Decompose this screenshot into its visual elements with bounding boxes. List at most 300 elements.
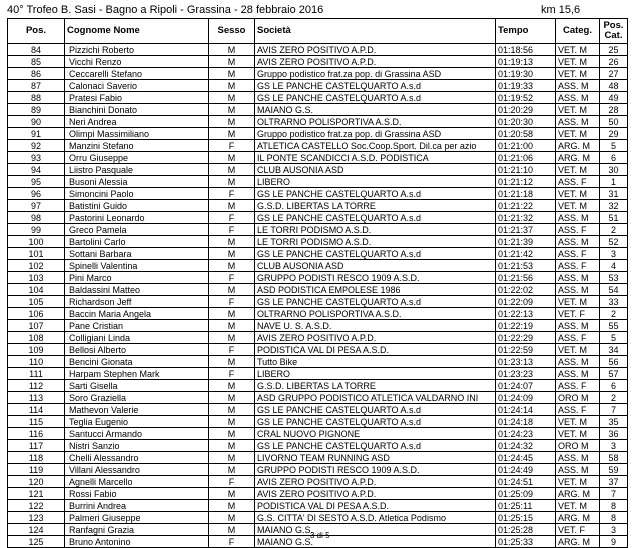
name-cell: Baldassini Matteo <box>65 284 209 296</box>
category-position-cell: 2 <box>600 392 628 404</box>
category-cell: ASS. M <box>556 320 600 332</box>
position-cell: 122 <box>8 500 65 512</box>
name-cell: Palmeri Giuseppe <box>65 512 209 524</box>
sex-cell: M <box>209 80 255 92</box>
time-cell: 01:25:09 <box>496 488 556 500</box>
category-position-cell: 3 <box>600 248 628 260</box>
name-cell: Calonaci Saverio <box>65 80 209 92</box>
sex-cell: M <box>209 320 255 332</box>
time-cell: 01:25:15 <box>496 512 556 524</box>
club-cell: GS LE PANCHE CASTELQUARTO A.s.d <box>255 248 496 260</box>
position-cell: 103 <box>8 272 65 284</box>
club-cell: AVIS ZERO POSITIVO A.P.D. <box>255 488 496 500</box>
category-cell: ASS. F <box>556 404 600 416</box>
sex-cell: F <box>209 536 255 548</box>
category-position-cell: 54 <box>600 284 628 296</box>
category-position-cell: 51 <box>600 212 628 224</box>
table-row <box>8 332 628 344</box>
table-row <box>8 404 628 416</box>
position-cell: 101 <box>8 248 65 260</box>
position-cell: 119 <box>8 464 65 476</box>
time-cell: 01:24:07 <box>496 380 556 392</box>
time-cell: 01:24:49 <box>496 464 556 476</box>
header-pos-cat <box>600 19 628 44</box>
sex-cell: M <box>209 392 255 404</box>
category-cell: ASS. M <box>556 236 600 248</box>
sex-cell: M <box>209 236 255 248</box>
race-title: 40° Trofeo B. Sasi - Bagno a Ripoli - Grassina - 28 febbraio 2016 <box>7 4 324 16</box>
time-cell: 01:23:23 <box>496 368 556 380</box>
category-cell: VET. M <box>556 200 600 212</box>
position-cell: 96 <box>8 188 65 200</box>
sex-cell: M <box>209 500 255 512</box>
category-position-cell: 27 <box>600 68 628 80</box>
category-position-cell: 2 <box>600 308 628 320</box>
sex-cell: M <box>209 440 255 452</box>
name-cell: Santucci Armando <box>65 428 209 440</box>
time-cell: 01:19:52 <box>496 92 556 104</box>
name-cell: Pane Cristian <box>65 320 209 332</box>
table-row <box>8 344 628 356</box>
position-cell: 113 <box>8 392 65 404</box>
table-row <box>8 152 628 164</box>
category-cell: ASS. F <box>556 176 600 188</box>
sex-cell: M <box>209 380 255 392</box>
table-row <box>8 368 628 380</box>
category-cell: ASS. M <box>556 464 600 476</box>
category-cell: ASS. M <box>556 212 600 224</box>
time-cell: 01:21:22 <box>496 200 556 212</box>
name-cell: Pratesi Fabio <box>65 92 209 104</box>
club-cell: GRUPPO PODISTI RESCO 1909 A.S.D. <box>255 272 496 284</box>
table-row <box>8 500 628 512</box>
name-cell: Manzini Stefano <box>65 140 209 152</box>
category-position-cell: 59 <box>600 464 628 476</box>
position-cell: 106 <box>8 308 65 320</box>
sex-cell: M <box>209 452 255 464</box>
time-cell: 01:22:02 <box>496 284 556 296</box>
category-position-cell: 52 <box>600 236 628 248</box>
club-cell: GS LE PANCHE CASTELQUARTO A.s.d <box>255 296 496 308</box>
category-cell: ORO M <box>556 440 600 452</box>
header-name: Cognome Nome <box>65 19 209 44</box>
name-cell: Vicchi Renzo <box>65 56 209 68</box>
position-cell: 85 <box>8 56 65 68</box>
time-cell: 01:25:33 <box>496 536 556 548</box>
category-cell: ASS. F <box>556 332 600 344</box>
table-row <box>8 56 628 68</box>
position-cell: 105 <box>8 296 65 308</box>
time-cell: 01:20:58 <box>496 128 556 140</box>
category-cell: ARG. M <box>556 512 600 524</box>
name-cell: Pini Marco <box>65 272 209 284</box>
sex-cell: M <box>209 260 255 272</box>
sex-cell: M <box>209 128 255 140</box>
category-position-cell: 8 <box>600 512 628 524</box>
time-cell: 01:21:18 <box>496 188 556 200</box>
table-row <box>8 416 628 428</box>
time-cell: 01:20:29 <box>496 104 556 116</box>
header-pos-cat-line2: Cat. <box>604 30 623 41</box>
name-cell: Greco Pamela <box>65 224 209 236</box>
sex-cell: M <box>209 356 255 368</box>
category-position-cell: 57 <box>600 368 628 380</box>
club-cell: CRAL NUOVO PIGNONE <box>255 428 496 440</box>
table-row <box>8 248 628 260</box>
category-cell: VET. M <box>556 188 600 200</box>
category-cell: ASS. F <box>556 380 600 392</box>
name-cell: Bellosi Alberto <box>65 344 209 356</box>
time-cell: 01:24:23 <box>496 428 556 440</box>
category-cell: VET. F <box>556 524 600 536</box>
sex-cell: M <box>209 464 255 476</box>
club-cell: IL PONTE SCANDICCI A.S.D. PODISTICA <box>255 152 496 164</box>
table-row <box>8 116 628 128</box>
table-row <box>8 176 628 188</box>
table-row <box>8 80 628 92</box>
table-row <box>8 284 628 296</box>
time-cell: 01:18:56 <box>496 44 556 56</box>
time-cell: 01:22:09 <box>496 296 556 308</box>
name-cell: Colligiani Linda <box>65 332 209 344</box>
table-row <box>8 464 628 476</box>
category-cell: VET. M <box>556 128 600 140</box>
header-club: Società <box>255 19 496 44</box>
position-cell: 93 <box>8 152 65 164</box>
sex-cell: M <box>209 308 255 320</box>
sex-cell: M <box>209 416 255 428</box>
club-cell: PODISTICA VAL DI PESA A.S.D. <box>255 500 496 512</box>
name-cell: Bruno Antonino <box>65 536 209 548</box>
name-cell: Pizzichi Roberto <box>65 44 209 56</box>
time-cell: 01:22:13 <box>496 308 556 320</box>
sex-cell: M <box>209 284 255 296</box>
header-category: Categ. <box>556 19 600 44</box>
name-cell: Bartolini Carlo <box>65 236 209 248</box>
category-position-cell: 7 <box>600 404 628 416</box>
club-cell: NAVE U. S. A.S.D. <box>255 320 496 332</box>
position-cell: 109 <box>8 344 65 356</box>
position-cell: 104 <box>8 284 65 296</box>
table-row <box>8 200 628 212</box>
name-cell: Sarti Gisella <box>65 380 209 392</box>
club-cell: AVIS ZERO POSITIVO A.P.D. <box>255 332 496 344</box>
category-cell: ASS. M <box>556 272 600 284</box>
header-pos: Pos. <box>8 19 65 44</box>
sex-cell: M <box>209 488 255 500</box>
time-cell: 01:21:39 <box>496 236 556 248</box>
club-cell: LE TORRI PODISMO A.S.D. <box>255 224 496 236</box>
club-cell: ASD PODISTICA EMPOLESE 1986 <box>255 284 496 296</box>
name-cell: Villani Alessandro <box>65 464 209 476</box>
sex-cell: M <box>209 92 255 104</box>
name-cell: Baccin Maria Angela <box>65 308 209 320</box>
table-row <box>8 356 628 368</box>
category-position-cell: 29 <box>600 128 628 140</box>
table-row <box>8 164 628 176</box>
category-cell: ASS. F <box>556 248 600 260</box>
category-cell: VET. M <box>556 476 600 488</box>
time-cell: 01:24:09 <box>496 392 556 404</box>
category-position-cell: 30 <box>600 164 628 176</box>
position-cell: 115 <box>8 416 65 428</box>
club-cell: ATLETICA CASTELLO Soc.Coop.Sport. Dil.ca per azio <box>255 140 496 152</box>
time-cell: 01:25:11 <box>496 500 556 512</box>
position-cell: 112 <box>8 380 65 392</box>
position-cell: 100 <box>8 236 65 248</box>
category-cell: ORO M <box>556 392 600 404</box>
table-row <box>8 296 628 308</box>
category-position-cell: 2 <box>600 224 628 236</box>
club-cell: Tutto Bike <box>255 356 496 368</box>
club-cell: G.S. CITTA' DI SESTO A.S.D. Atletica Podismo <box>255 512 496 524</box>
name-cell: Orru Giuseppe <box>65 152 209 164</box>
club-cell: MAIANO G.S. <box>255 104 496 116</box>
race-distance: km 15,6 <box>541 4 581 16</box>
club-cell: GS LE PANCHE CASTELQUARTO A.s.d <box>255 212 496 224</box>
category-cell: ASS. M <box>556 80 600 92</box>
table-row <box>8 308 628 320</box>
name-cell: Sottani Barbara <box>65 248 209 260</box>
table-row <box>8 236 628 248</box>
position-cell: 108 <box>8 332 65 344</box>
position-cell: 84 <box>8 44 65 56</box>
category-position-cell: 5 <box>600 332 628 344</box>
sex-cell: M <box>209 116 255 128</box>
category-cell: VET. M <box>556 164 600 176</box>
table-row <box>8 188 628 200</box>
header-sex: Sesso <box>209 19 255 44</box>
table-row <box>8 476 628 488</box>
club-cell: G.S.D. LIBERTAS LA TORRE <box>255 200 496 212</box>
name-cell: Harpam Stephen Mark <box>65 368 209 380</box>
name-cell: Simoncini Paolo <box>65 188 209 200</box>
sex-cell: M <box>209 248 255 260</box>
name-cell: Burrini Andrea <box>65 500 209 512</box>
category-cell: VET. M <box>556 500 600 512</box>
position-cell: 91 <box>8 128 65 140</box>
time-cell: 01:22:29 <box>496 332 556 344</box>
club-cell: AVIS ZERO POSITIVO A.P.D. <box>255 476 496 488</box>
club-cell: Gruppo podistico frat.za pop. di Grassina ASD <box>255 128 496 140</box>
sex-cell: F <box>209 296 255 308</box>
table-header-row <box>8 19 628 44</box>
time-cell: 01:21:42 <box>496 248 556 260</box>
category-position-cell: 25 <box>600 44 628 56</box>
table-row <box>8 320 628 332</box>
position-cell: 95 <box>8 176 65 188</box>
results-table <box>7 18 628 548</box>
position-cell: 123 <box>8 512 65 524</box>
category-position-cell: 4 <box>600 260 628 272</box>
position-cell: 118 <box>8 452 65 464</box>
name-cell: Pastorini Leonardo <box>65 212 209 224</box>
sex-cell: F <box>209 224 255 236</box>
time-cell: 01:21:56 <box>496 272 556 284</box>
category-cell: ASS. M <box>556 92 600 104</box>
category-position-cell: 49 <box>600 92 628 104</box>
category-cell: ARG. M <box>556 152 600 164</box>
time-cell: 01:21:12 <box>496 176 556 188</box>
position-cell: 121 <box>8 488 65 500</box>
club-cell: CLUB AUSONIA ASD <box>255 164 496 176</box>
club-cell: GS LE PANCHE CASTELQUARTO A.s.d <box>255 404 496 416</box>
time-cell: 01:19:33 <box>496 80 556 92</box>
name-cell: Liistro Pasquale <box>65 164 209 176</box>
club-cell: Gruppo podistico frat.za pop. di Grassina ASD <box>255 68 496 80</box>
position-cell: 92 <box>8 140 65 152</box>
club-cell: LIBERO <box>255 368 496 380</box>
time-cell: 01:21:53 <box>496 260 556 272</box>
club-cell: OLTRARNO POLISPORTIVA A.S.D. <box>255 308 496 320</box>
position-cell: 116 <box>8 428 65 440</box>
sex-cell: M <box>209 200 255 212</box>
time-cell: 01:24:14 <box>496 404 556 416</box>
category-position-cell: 36 <box>600 428 628 440</box>
name-cell: Rossi Fabio <box>65 488 209 500</box>
sex-cell: M <box>209 152 255 164</box>
name-cell: Olimpi Massimiliano <box>65 128 209 140</box>
club-cell: LIVORNO TEAM RUNNING ASD <box>255 452 496 464</box>
table-row <box>8 224 628 236</box>
club-cell: AVIS ZERO POSITIVO A.P.D. <box>255 56 496 68</box>
position-cell: 94 <box>8 164 65 176</box>
sex-cell: M <box>209 176 255 188</box>
time-cell: 01:24:18 <box>496 416 556 428</box>
category-cell: VET. M <box>556 428 600 440</box>
name-cell: Teglia Eugenio <box>65 416 209 428</box>
category-cell: ASS. F <box>556 224 600 236</box>
time-cell: 01:20:30 <box>496 116 556 128</box>
club-cell: GS LE PANCHE CASTELQUARTO A.s.d <box>255 188 496 200</box>
position-cell: 117 <box>8 440 65 452</box>
club-cell: G.S.D. LIBERTAS LA TORRE <box>255 380 496 392</box>
name-cell: Bencini Gionata <box>65 356 209 368</box>
time-cell: 01:24:45 <box>496 452 556 464</box>
category-position-cell: 5 <box>600 140 628 152</box>
name-cell: Mathevon Valerie <box>65 404 209 416</box>
table-row <box>8 488 628 500</box>
sex-cell: F <box>209 272 255 284</box>
header-pos-cat-line1: Pos. <box>603 20 624 31</box>
name-cell: Nistri Sanzio <box>65 440 209 452</box>
time-cell: 01:19:13 <box>496 56 556 68</box>
sex-cell: M <box>209 44 255 56</box>
name-cell: Batistini Guido <box>65 200 209 212</box>
category-cell: ASS. M <box>556 284 600 296</box>
sex-cell: F <box>209 140 255 152</box>
club-cell: GS LE PANCHE CASTELQUARTO A.s.d <box>255 440 496 452</box>
category-position-cell: 48 <box>600 80 628 92</box>
sex-cell: M <box>209 56 255 68</box>
category-cell: ASS. F <box>556 260 600 272</box>
position-cell: 97 <box>8 200 65 212</box>
page-number: 3 di 5 <box>310 531 330 540</box>
category-position-cell: 37 <box>600 476 628 488</box>
category-position-cell: 1 <box>600 176 628 188</box>
sex-cell: F <box>209 476 255 488</box>
position-cell: 124 <box>8 524 65 536</box>
category-cell: ASS. M <box>556 368 600 380</box>
position-cell: 86 <box>8 68 65 80</box>
category-cell: VET. M <box>556 104 600 116</box>
category-cell: ASS. M <box>556 452 600 464</box>
position-cell: 111 <box>8 368 65 380</box>
club-cell: LE TORRI PODISMO A.S.D. <box>255 236 496 248</box>
header-time: Tempo <box>496 19 556 44</box>
sex-cell: M <box>209 68 255 80</box>
category-cell: ARG. M <box>556 536 600 548</box>
category-position-cell: 33 <box>600 296 628 308</box>
name-cell: Ceccarelli Stefano <box>65 68 209 80</box>
time-cell: 01:21:32 <box>496 212 556 224</box>
category-position-cell: 53 <box>600 272 628 284</box>
category-position-cell: 31 <box>600 188 628 200</box>
name-cell: Chelli Alessandro <box>65 452 209 464</box>
category-position-cell: 56 <box>600 356 628 368</box>
club-cell: GS LE PANCHE CASTELQUARTO A.s.d <box>255 92 496 104</box>
time-cell: 01:24:32 <box>496 440 556 452</box>
category-position-cell: 55 <box>600 320 628 332</box>
sex-cell: F <box>209 188 255 200</box>
sex-cell: M <box>209 164 255 176</box>
name-cell: Agnelli Marcello <box>65 476 209 488</box>
category-position-cell: 32 <box>600 200 628 212</box>
position-cell: 90 <box>8 116 65 128</box>
club-cell: GS LE PANCHE CASTELQUARTO A.s.d <box>255 416 496 428</box>
sex-cell: M <box>209 512 255 524</box>
sex-cell: M <box>209 524 255 536</box>
category-cell: VET. F <box>556 308 600 320</box>
position-cell: 98 <box>8 212 65 224</box>
name-cell: Busoni Alessia <box>65 176 209 188</box>
table-row <box>8 380 628 392</box>
name-cell: Richardson Jeff <box>65 296 209 308</box>
sex-cell: M <box>209 104 255 116</box>
position-cell: 87 <box>8 80 65 92</box>
time-cell: 01:21:06 <box>496 152 556 164</box>
sex-cell: F <box>209 212 255 224</box>
name-cell: Soro Graziella <box>65 392 209 404</box>
category-position-cell: 50 <box>600 116 628 128</box>
table-row <box>8 128 628 140</box>
category-position-cell: 28 <box>600 104 628 116</box>
category-cell: VET. M <box>556 68 600 80</box>
results-header <box>7 4 627 18</box>
time-cell: 01:19:30 <box>496 68 556 80</box>
category-cell: ARG. M <box>556 140 600 152</box>
table-row <box>8 68 628 80</box>
sex-cell: M <box>209 428 255 440</box>
table-row <box>8 272 628 284</box>
club-cell: AVIS ZERO POSITIVO A.P.D. <box>255 44 496 56</box>
position-cell: 88 <box>8 92 65 104</box>
category-cell: VET. M <box>556 296 600 308</box>
position-cell: 102 <box>8 260 65 272</box>
category-position-cell: 26 <box>600 56 628 68</box>
category-cell: VET. M <box>556 56 600 68</box>
time-cell: 01:21:37 <box>496 224 556 236</box>
table-row <box>8 44 628 56</box>
club-cell: LIBERO <box>255 176 496 188</box>
sex-cell: F <box>209 344 255 356</box>
time-cell: 01:25:28 <box>496 524 556 536</box>
category-cell: ASS. M <box>556 116 600 128</box>
position-cell: 107 <box>8 320 65 332</box>
category-cell: VET. M <box>556 344 600 356</box>
table-row <box>8 260 628 272</box>
name-cell: Bianchini Donato <box>65 104 209 116</box>
